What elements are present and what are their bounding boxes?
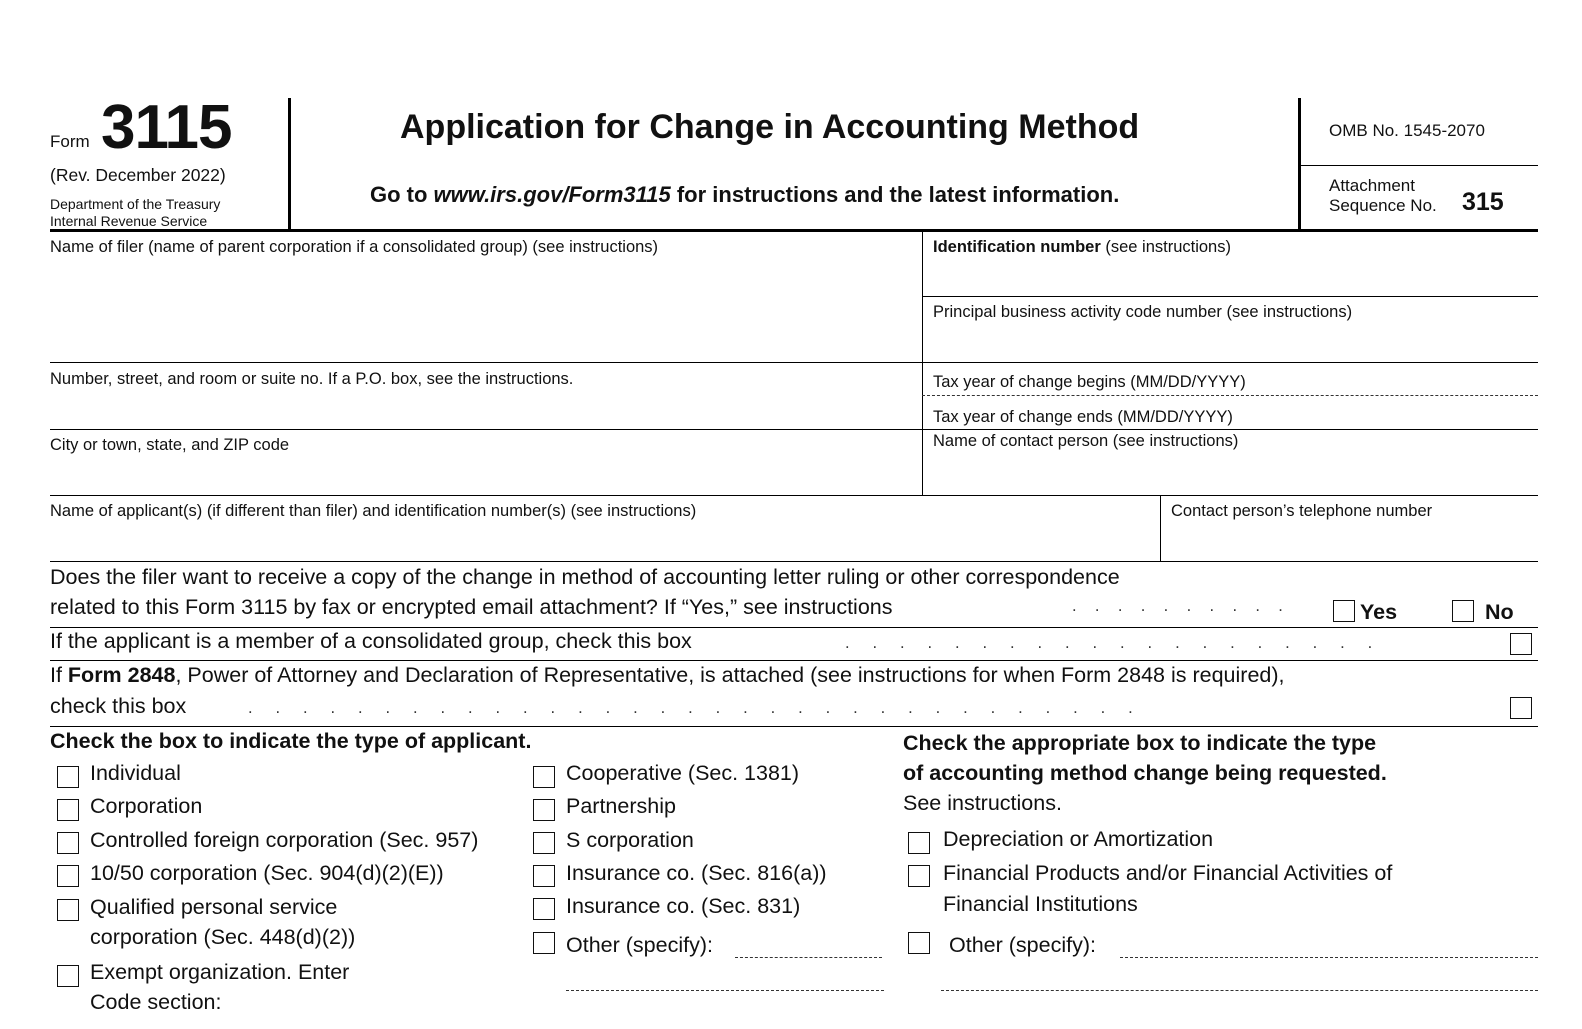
contact-name-input[interactable] [933, 456, 1537, 494]
method-other-line2[interactable] [941, 990, 1538, 991]
applicant-other-checkbox[interactable] [533, 932, 555, 954]
ten-fifty-label: 10/50 corporation (Sec. 904(d)(2)(E)) [90, 861, 444, 885]
form2848-bold: Form 2848 [67, 663, 176, 687]
applicant-name-input[interactable] [50, 526, 1154, 560]
ten-fifty-checkbox[interactable] [57, 865, 79, 887]
insurance-831-label: Insurance co. (Sec. 831) [566, 894, 801, 918]
attachment-label: Attachment [1329, 176, 1415, 195]
city-label: City or town, state, and ZIP code [50, 436, 290, 454]
insurance-816a-label: Insurance co. (Sec. 816(a)) [566, 861, 827, 885]
department-label: Department of the Treasury [50, 196, 221, 212]
irs-link[interactable]: www.irs.gov/Form3115 [433, 182, 671, 207]
depreciation-checkbox[interactable] [908, 832, 930, 854]
business-code-label: Principal business activity code number (see instructions) [933, 303, 1353, 321]
qpsc-checkbox[interactable] [57, 899, 79, 921]
filer-name-label: Name of filer (name of parent corporation if a consolidated group) (see instructions) [50, 238, 659, 256]
financial-products-label-line1: Financial Products and/or Financial Activities of [943, 861, 1393, 885]
rule-fax [50, 627, 1538, 628]
rule-city [50, 495, 1538, 496]
method-other-line1[interactable] [1120, 957, 1538, 958]
depreciation-label: Depreciation or Amortization [943, 827, 1214, 851]
method-other-checkbox[interactable] [908, 932, 930, 954]
cooperative-checkbox[interactable] [533, 766, 555, 788]
rule-consolidated [50, 660, 1538, 661]
header-bottom-rule [50, 229, 1538, 232]
contact-name-label: Name of contact person (see instructions) [933, 432, 1239, 450]
street-label: Number, street, and room or suite no. If a P.O. box, see the instructions. [50, 370, 574, 388]
id-number-input[interactable] [933, 262, 1537, 296]
insurance-831-checkbox[interactable] [533, 898, 555, 920]
individual-label: Individual [90, 761, 181, 785]
consolidated-question: If the applicant is a member of a consolidated group, check this box [50, 629, 692, 653]
fax-yes-label: Yes [1360, 600, 1398, 624]
tax-year-begins-rule [922, 395, 1538, 396]
fax-no-checkbox[interactable] [1452, 600, 1474, 622]
header-divider-right [1298, 98, 1301, 230]
s-corporation-label: S corporation [566, 828, 694, 852]
method-change-heading-line2: of accounting method change being requested. [903, 761, 1387, 785]
service-label: Internal Revenue Service [50, 213, 208, 229]
fax-no-label: No [1485, 600, 1514, 624]
fax-yes-checkbox[interactable] [1333, 600, 1355, 622]
fax-leader-dots: . . . . . . . . . . [1072, 597, 1283, 615]
individual-checkbox[interactable] [57, 766, 79, 788]
id-number-label-rest: (see instructions) [1100, 238, 1231, 256]
instructions-line [370, 182, 1119, 208]
street-input[interactable] [50, 394, 919, 428]
form2848-checkbox[interactable] [1510, 697, 1532, 719]
partnership-label: Partnership [566, 794, 676, 818]
exempt-org-checkbox[interactable] [57, 965, 79, 987]
form2848-question-line1 [50, 663, 1285, 688]
method-change-heading-line1: Check the appropriate box to indicate the type [903, 731, 1377, 755]
cfc-label: Controlled foreign corporation (Sec. 957) [90, 828, 479, 852]
sequence-number: 315 [1462, 188, 1504, 216]
grid-divider-2 [1160, 495, 1161, 561]
corporation-checkbox[interactable] [57, 799, 79, 821]
fax-question-line2: related to this Form 3115 by fax or encrypted email attachment? If “Yes,” see instructions [50, 595, 893, 619]
goto-suffix: for instructions and the latest information. [670, 182, 1120, 207]
sequence-label: Sequence No. [1329, 196, 1437, 215]
rule-id [922, 296, 1538, 297]
form-revision: (Rev. December 2022) [50, 165, 226, 185]
form2848-question-line2: check this box [50, 694, 187, 718]
form-number: 3115 [101, 93, 232, 162]
rule-name [50, 362, 1538, 363]
insurance-816a-checkbox[interactable] [533, 865, 555, 887]
goto-prefix: Go to [370, 182, 434, 207]
exempt-org-label-line2: Code section: [90, 990, 222, 1014]
id-number-label-bold: Identification number [933, 238, 1101, 256]
form-label: Form [50, 132, 90, 151]
applicant-other-line1[interactable] [735, 957, 882, 958]
applicant-type-heading: Check the box to indicate the type of applicant. [50, 729, 532, 753]
rule-form2848 [50, 726, 1538, 727]
form-title: Application for Change in Accounting Method [400, 108, 1140, 146]
corporation-label: Corporation [90, 794, 203, 818]
method-other-label: Other (specify): [949, 933, 1096, 957]
exempt-org-label-line1: Exempt organization. Enter [90, 960, 350, 984]
city-input[interactable] [50, 460, 919, 494]
qpsc-label-line2: corporation (Sec. 448(d)(2)) [90, 925, 356, 949]
form2848-rest: , Power of Attorney and Declaration of Representative, is attached (see instructions for when Form 2848 is required), [175, 663, 1285, 687]
fax-question-line1: Does the filer want to receive a copy of the change in method of accounting letter ruling or other correspondence [50, 565, 1120, 589]
partnership-checkbox[interactable] [533, 799, 555, 821]
header-divider-left [288, 98, 291, 230]
consolidated-checkbox[interactable] [1510, 633, 1532, 655]
cooperative-label: Cooperative (Sec. 1381) [566, 761, 800, 785]
rule-applicant [50, 561, 1538, 562]
method-change-see: See instructions. [903, 791, 1062, 815]
financial-products-label-line2: Financial Institutions [943, 892, 1138, 916]
omb-divider [1300, 165, 1538, 166]
grid-divider-1 [922, 231, 923, 495]
rule-street [50, 429, 1538, 430]
financial-products-checkbox[interactable] [908, 865, 930, 887]
applicant-other-label: Other (specify): [566, 933, 713, 957]
applicant-name-label: Name of applicant(s) (if different than filer) and identification number(s) (see instructions) [50, 502, 697, 520]
business-code-input[interactable] [933, 327, 1537, 361]
id-number-label [933, 238, 1231, 257]
s-corporation-checkbox[interactable] [533, 832, 555, 854]
form2848-leader-dots: . . . . . . . . . . . . . . . . . . . . . . . . . . . . . . . . . [248, 699, 1133, 717]
tax-year-begins-label: Tax year of change begins (MM/DD/YYYY) [933, 373, 1246, 391]
cfc-checkbox[interactable] [57, 832, 79, 854]
qpsc-label-line1: Qualified personal service [90, 895, 338, 919]
consolidated-leader-dots: . . . . . . . . . . . . . . . . . . . . [845, 634, 1373, 652]
tax-year-ends-label: Tax year of change ends (MM/DD/YYYY) [933, 408, 1233, 426]
applicant-other-line2[interactable] [566, 990, 884, 991]
contact-phone-label: Contact person’s telephone number [1171, 502, 1433, 520]
omb-number: OMB No. 1545-2070 [1329, 121, 1485, 140]
filer-name-input[interactable] [50, 262, 919, 360]
contact-phone-input[interactable] [1171, 526, 1535, 560]
form2848-prefix: If [50, 663, 68, 687]
